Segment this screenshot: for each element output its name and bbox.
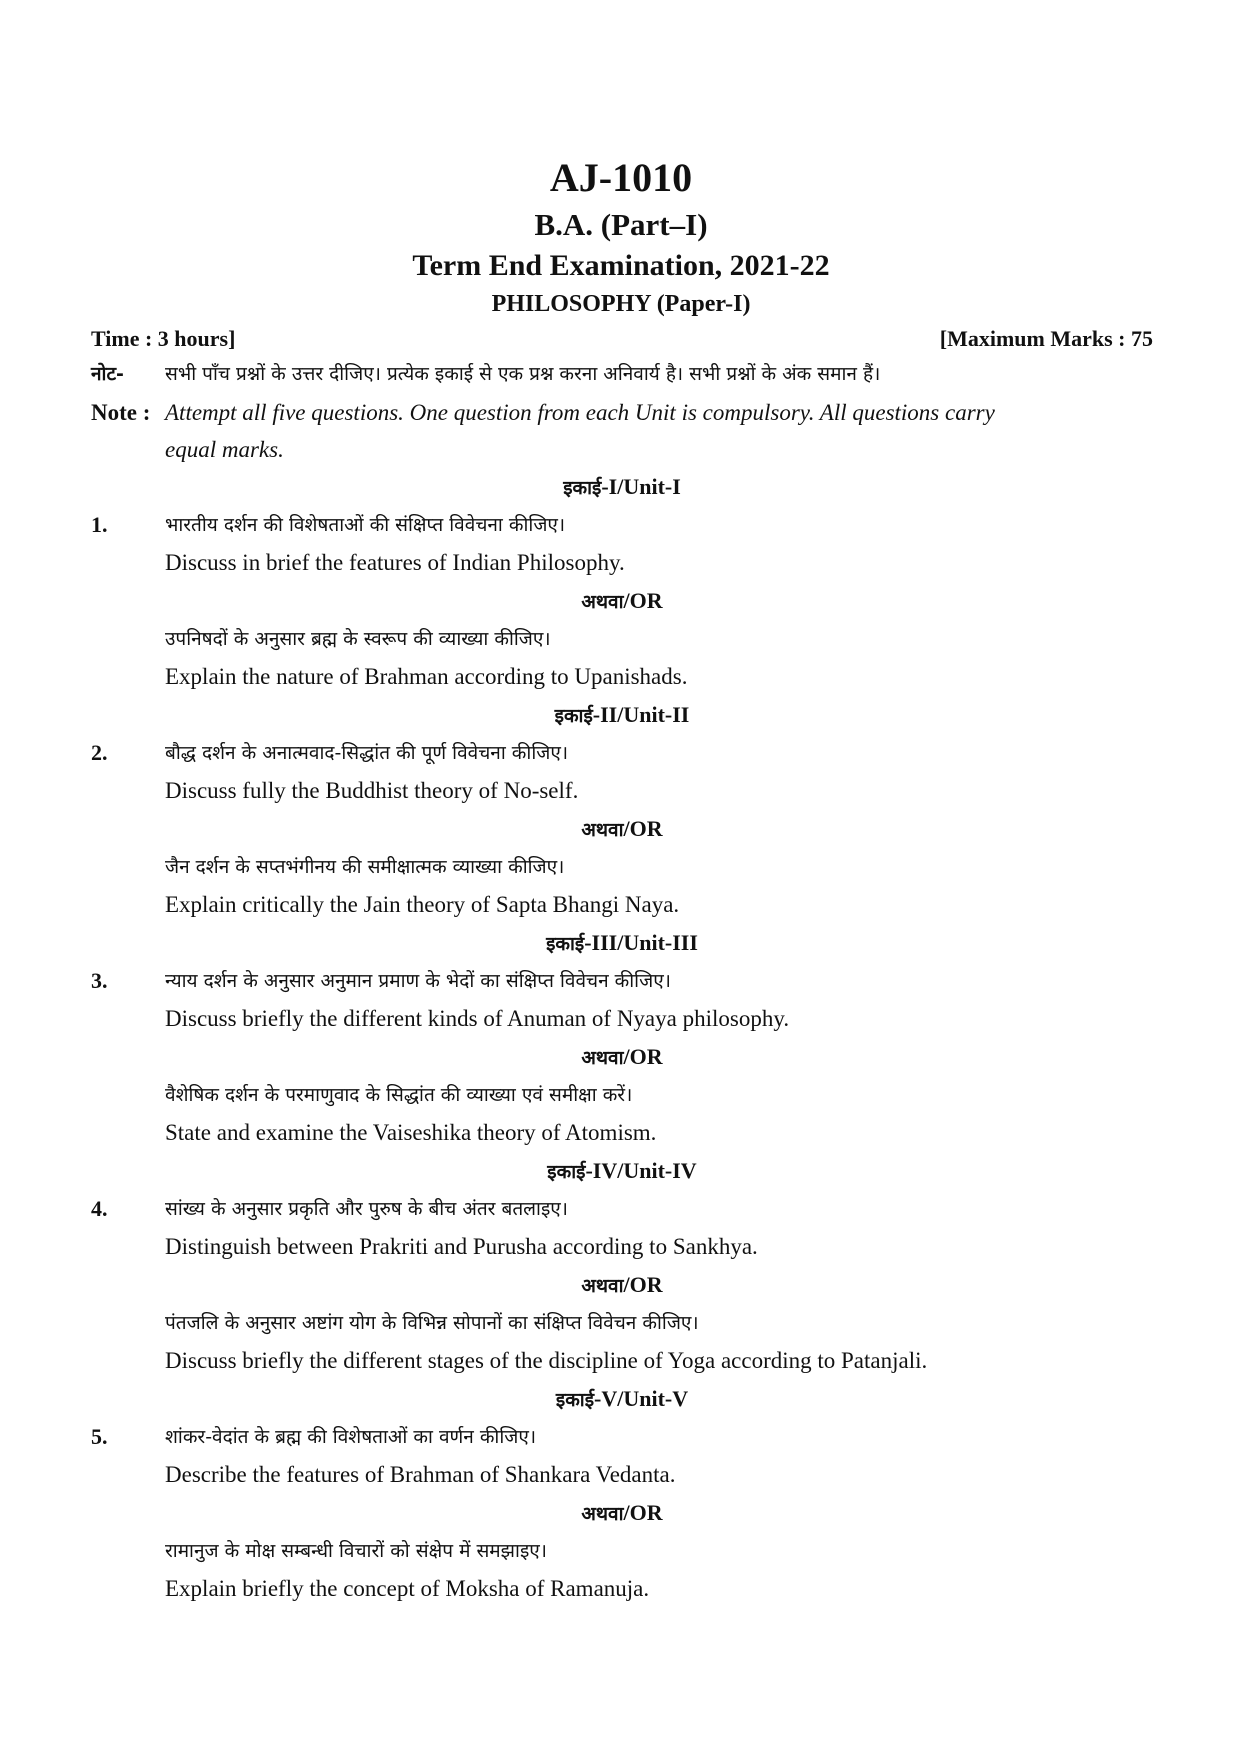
question-block bbox=[91, 734, 1153, 924]
alternate-question-english: State and examine the Vaiseshika theory of Atomism. bbox=[165, 1120, 657, 1145]
note-hindi-text: सभी पाँच प्रश्नों के उत्तर दीजिए। प्रत्येक इकाई से एक प्रश्न करना अनिवार्य है। सभी प्रश्नों के अंक समान हैं। bbox=[165, 363, 881, 385]
alternate-question-english: Explain briefly the concept of Moksha of Ramanuja. bbox=[165, 1576, 650, 1601]
unit-heading-english: -II/Unit-II bbox=[592, 702, 690, 727]
question-english: Distinguish between Prakriti and Purusha according to Sankhya. bbox=[165, 1234, 758, 1259]
or-english: /OR bbox=[623, 1500, 663, 1525]
unit-heading-hindi: इकाई bbox=[563, 477, 602, 499]
or-hindi: अथवा bbox=[581, 1503, 624, 1525]
or-separator bbox=[91, 1266, 1153, 1304]
alternate-question-english: Discuss briefly the different stages of the discipline of Yoga according to Patanjali. bbox=[165, 1348, 928, 1373]
question-hindi: सांख्य के अनुसार प्रकृति और पुरुष के बीच अंतर बतलाइए। bbox=[165, 1198, 569, 1220]
question-hindi: बौद्ध दर्शन के अनात्मवाद-सिद्धांत की पूर्ण विवेचना कीजिए। bbox=[165, 742, 569, 764]
question-block bbox=[91, 962, 1153, 1152]
subject-title: PHILOSOPHY (Paper-I) bbox=[491, 291, 751, 317]
unit-heading-english: -IV/Unit-IV bbox=[585, 1158, 697, 1183]
or-hindi: अथवा bbox=[581, 591, 624, 613]
question-english: Discuss briefly the different kinds of Anuman of Nyaya philosophy. bbox=[165, 1006, 790, 1031]
time-allowed: Time : 3 hours] bbox=[91, 326, 236, 351]
question-block bbox=[91, 1190, 1153, 1380]
or-hindi: अथवा bbox=[581, 1047, 624, 1069]
question-block bbox=[91, 1418, 1153, 1608]
question-hindi: शांकर-वेदांत के ब्रह्म की विशेषताओं का वर्णन कीजिए। bbox=[165, 1426, 537, 1448]
note-english-line-2: equal marks. bbox=[165, 437, 284, 462]
maximum-marks: [Maximum Marks : 75 bbox=[939, 326, 1153, 351]
unit-heading-hindi: इकाई bbox=[554, 705, 593, 727]
or-separator bbox=[91, 810, 1153, 848]
or-separator bbox=[91, 582, 1153, 620]
or-english: /OR bbox=[623, 1272, 663, 1297]
question-english: Describe the features of Brahman of Shankara Vedanta. bbox=[165, 1462, 676, 1487]
unit-heading bbox=[91, 1380, 1153, 1418]
question-number: 3. bbox=[91, 968, 108, 993]
questions-section bbox=[91, 468, 1153, 1608]
alternate-question-hindi: उपनिषदों के अनुसार ब्रह्म के स्वरूप की व्याख्या कीजिए। bbox=[165, 628, 551, 650]
alternate-question-hindi: जैन दर्शन के सप्तभंगीनय की समीक्षात्मक व्याख्या कीजिए। bbox=[165, 856, 565, 878]
unit-heading-hindi: इकाई bbox=[546, 933, 585, 955]
or-english: /OR bbox=[623, 588, 663, 613]
note-english bbox=[91, 394, 1153, 468]
question-hindi: न्याय दर्शन के अनुसार अनुमान प्रमाण के भेदों का संक्षिप्त विवेचन कीजिए। bbox=[165, 970, 671, 992]
alternate-question-hindi: वैशेषिक दर्शन के परमाणुवाद के सिद्धांत की व्याख्या एवं समीक्षा करें। bbox=[165, 1084, 633, 1106]
question-number: 1. bbox=[91, 512, 108, 537]
or-english: /OR bbox=[623, 1044, 663, 1069]
unit-heading-hindi: इकाई bbox=[547, 1161, 586, 1183]
unit-heading bbox=[91, 468, 1153, 506]
question-english: Discuss in brief the features of Indian Philosophy. bbox=[165, 550, 625, 575]
unit-heading-hindi: इकाई bbox=[555, 1389, 595, 1411]
or-english: /OR bbox=[623, 816, 663, 841]
note-hindi-label: नोट- bbox=[91, 363, 124, 385]
paper-code: AJ-1010 bbox=[549, 155, 693, 200]
alternate-question-hindi: पंतजलि के अनुसार अष्टांग योग के विभिन्न सोपानों का संक्षिप्त विवेचन कीजिए। bbox=[165, 1312, 699, 1334]
unit-heading bbox=[91, 924, 1153, 962]
unit-heading bbox=[91, 1152, 1153, 1190]
question-number: 5. bbox=[91, 1424, 108, 1449]
alternate-question-hindi: रामानुज के मोक्ष सम्बन्धी विचारों को संक्षेप में समझाइए। bbox=[165, 1540, 547, 1562]
exam-title: Term End Examination, 2021-22 bbox=[412, 249, 830, 282]
unit-heading-english: -III/Unit-III bbox=[584, 930, 698, 955]
note-english-label: Note : bbox=[91, 400, 151, 425]
unit-heading-english: -I/Unit-I bbox=[601, 474, 681, 499]
note-english-line-1: Attempt all five questions. One question from each Unit is compulsory. All questions carry bbox=[165, 400, 995, 425]
or-separator bbox=[91, 1494, 1153, 1532]
or-hindi: अथवा bbox=[581, 819, 624, 841]
unit-heading-english: -V/Unit-V bbox=[594, 1386, 689, 1411]
or-hindi: अथवा bbox=[581, 1275, 624, 1297]
question-block bbox=[91, 506, 1153, 696]
note-hindi bbox=[91, 356, 1153, 393]
alternate-question-english: Explain the nature of Brahman according to Upanishads. bbox=[165, 664, 688, 689]
alternate-question-english: Explain critically the Jain theory of Sapta Bhangi Naya. bbox=[165, 892, 680, 917]
unit-heading bbox=[91, 696, 1153, 734]
question-number: 4. bbox=[91, 1196, 108, 1221]
exam-meta-row bbox=[91, 322, 1153, 356]
course-title: B.A. (Part–I) bbox=[534, 207, 708, 242]
question-hindi: भारतीय दर्शन की विशेषताओं की संक्षिप्त विवेचना कीजिए। bbox=[165, 514, 566, 536]
question-number: 2. bbox=[91, 740, 108, 765]
or-separator bbox=[91, 1038, 1153, 1076]
question-english: Discuss fully the Buddhist theory of No-self. bbox=[165, 778, 579, 803]
